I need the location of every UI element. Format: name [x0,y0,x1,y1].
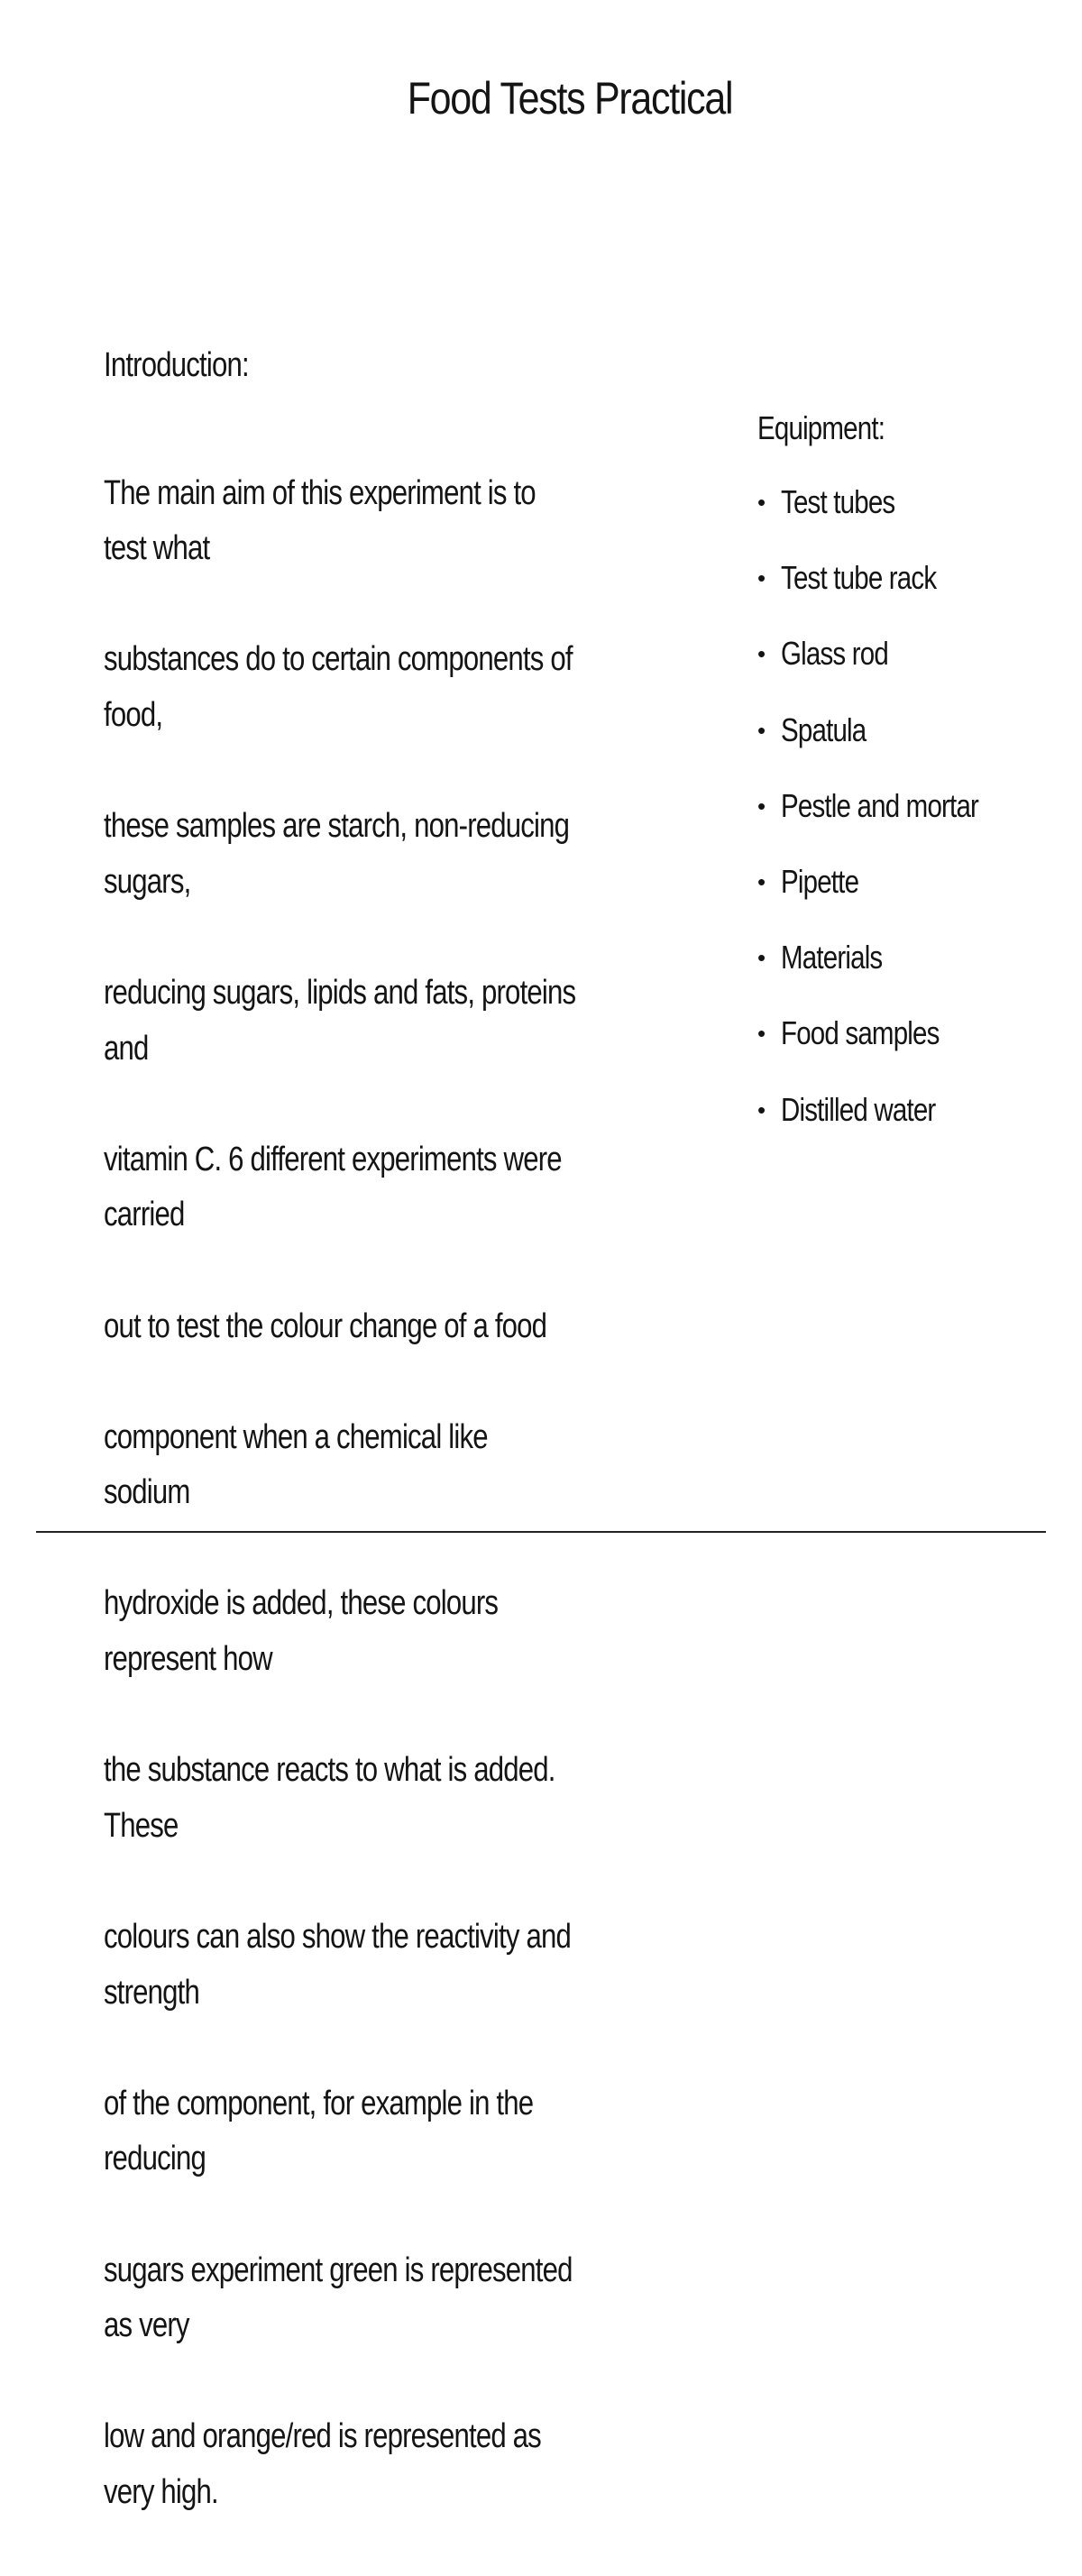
list-item [757,560,1064,636]
list-item [757,636,1064,711]
introduction-line: of the component, for example in the reducing [104,2084,534,2178]
equipment-item-label: Distilled water [781,1090,936,1128]
equipment-list [757,484,1064,1168]
equipment-section [757,410,1064,1168]
bullet-icon: • [757,640,766,668]
list-item [757,864,1064,940]
introduction-line: hydroxide is added, these colours represent how [104,1584,499,1679]
introduction-line: substances do to certain components of food, [104,640,573,734]
bullet-icon: • [757,564,766,592]
introduction-line: the substance reacts to what is added. These [104,1751,555,1845]
equipment-item-label: Materials [781,939,883,976]
bullet-icon: • [757,489,766,516]
page-title: Food Tests Practical [407,73,733,124]
list-item [757,484,1064,560]
equipment-item-label: Spatula [781,710,867,748]
bullet-icon: • [757,716,766,744]
equipment-item-label: Pipette [781,862,859,900]
bullet-icon: • [757,944,766,972]
introduction-section [104,347,681,2576]
equipment-item-label: Glass rod [781,635,888,673]
introduction-line: component when a chemical like sodium [104,1417,488,1512]
list-item [757,788,1064,864]
list-item [757,940,1064,1015]
list-item [757,1015,1064,1091]
introduction-line: out to test the colour change of a food [104,1306,547,1345]
introduction-line: reducing sugars, lipids and fats, proteins and [104,973,576,1068]
bullet-icon: • [757,1095,766,1123]
equipment-item-label: Test tube rack [781,559,937,597]
list-item [757,1092,1064,1168]
introduction-line: The main aim of this experiment is to test what [104,473,536,568]
introduction-heading: Introduction: [104,346,249,384]
introduction-line: these samples are starch, non-reducing sugars, [104,807,570,901]
equipment-item-label: Food samples [781,1014,940,1052]
introduction-line: sugars experiment green is represented as very [104,2251,573,2345]
bullet-icon: • [757,792,766,820]
equipment-heading: Equipment: [757,409,885,446]
equipment-item-label: Test tubes [781,483,895,520]
list-item [757,712,1064,788]
introduction-line: vitamin C. 6 different experiments were carried [104,1140,562,1234]
equipment-item-label: Pestle and mortar [781,786,979,824]
introduction-body [104,410,577,2576]
bullet-icon: • [757,867,766,895]
introduction-line: colours can also show the reactivity and strength [104,1918,571,2012]
introduction-line: low and orange/red is represented as very high. [104,2417,541,2511]
bullet-icon: • [757,1020,766,1048]
